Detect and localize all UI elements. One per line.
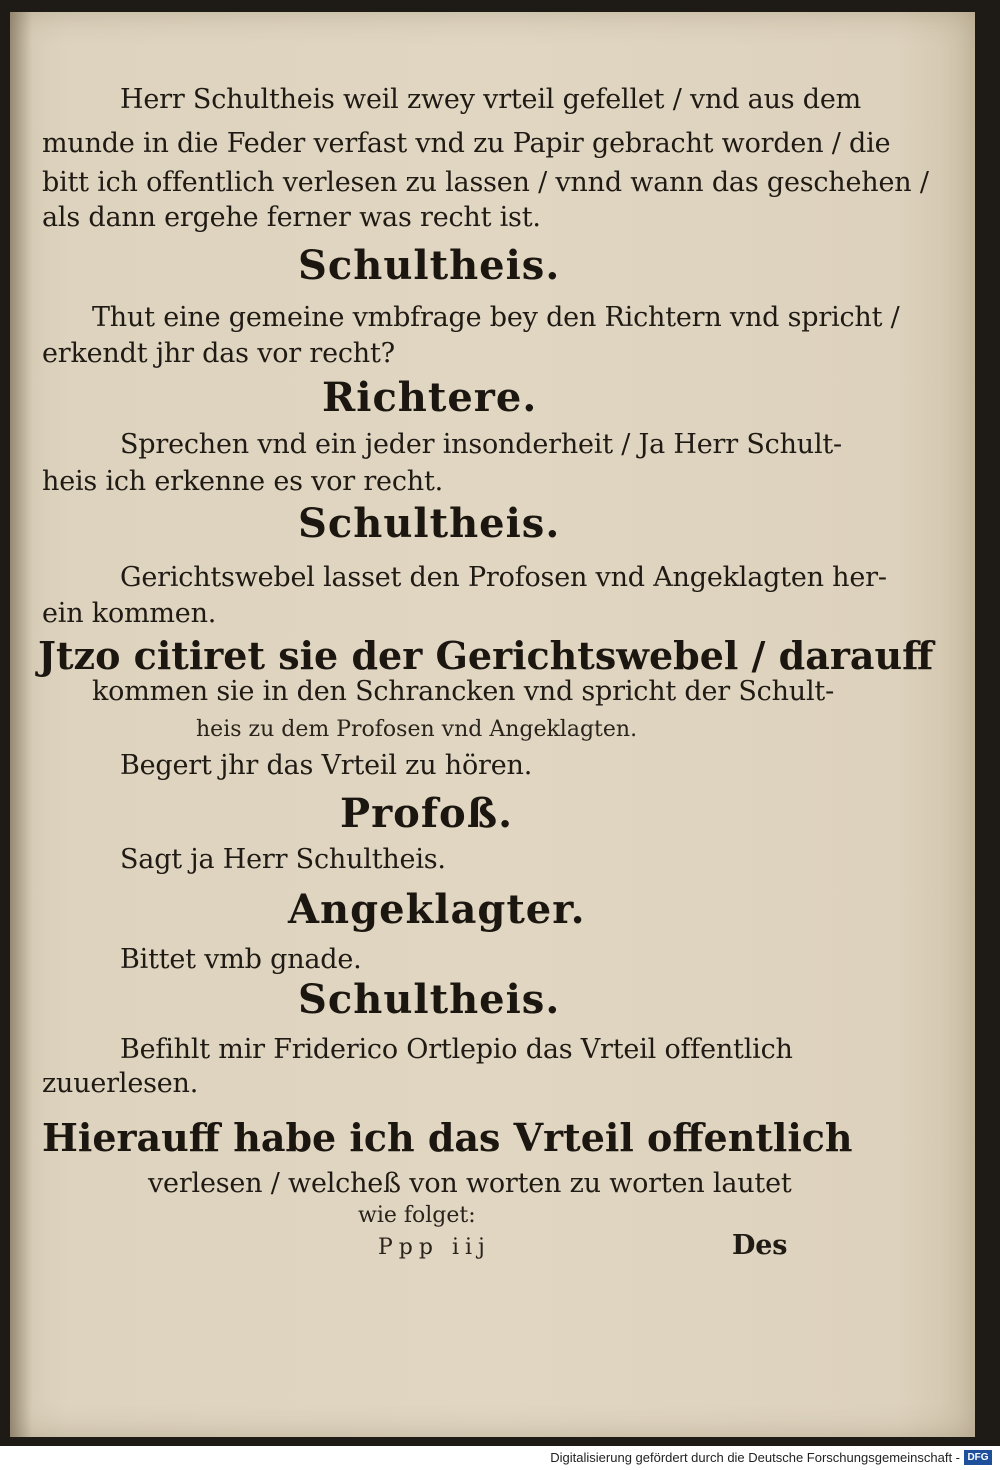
stage-direction-heading: Hierauff habe ich das Vrteil offentlich [42,1115,853,1160]
speaker-heading: Schultheis. [298,500,561,547]
text-line: verlesen / welcheß von worten zu worten lautet [148,1168,792,1199]
funding-credit: Digitalisierung gefördert durch die Deutsche Forschungsgemeinschaft - [550,1450,960,1465]
text-line: ein kommen. [42,598,217,629]
text-line: erkendt jhr das vor recht? [42,338,395,369]
text-line: kommen sie in den Schrancken vnd spricht der Schult- [92,676,834,707]
text-line: zuuerlesen. [42,1068,199,1099]
speaker-heading: Angeklagter. [288,886,586,933]
text-line: Bittet vmb gnade. [120,944,362,975]
speaker-heading: Schultheis. [298,242,561,289]
speaker-heading: Profoß. [340,790,514,837]
text-line: wie folget: [358,1203,476,1228]
footer-bar [0,1446,1000,1470]
stage-direction-heading: Jtzo citiret sie der Gerichtswebel / darauff [38,633,934,678]
text-line: Thut eine gemeine vmbfrage bey den Richtern vnd spricht / [92,302,900,333]
dfg-logo-icon: DFG [964,1450,992,1465]
text-line: Sagt ja Herr Schultheis. [120,844,446,875]
text-line: Gerichtswebel lasset den Profosen vnd Angeklagten her- [120,562,887,593]
signature-mark: Ppp iij [378,1235,491,1260]
text-line: heis zu dem Profosen vnd Angeklagten. [196,717,638,742]
text-line: heis ich erkenne es vor recht. [42,466,443,497]
speaker-heading: Schultheis. [298,976,561,1023]
text-line: Herr Schultheis weil zwey vrteil gefellet / vnd aus dem [120,84,862,115]
page-spine-shadow [10,12,32,1437]
text-line: Begert jhr das Vrteil zu hören. [120,750,533,781]
speaker-heading: Richtere. [322,374,538,421]
text-line: munde in die Feder verfast vnd zu Papir gebracht worden / die [42,128,891,159]
text-line: als dann ergehe ferner was recht ist. [42,202,541,233]
catchword: Des [732,1230,788,1261]
text-line: Befihlt mir Friderico Ortlepio das Vrteil offentlich [120,1034,793,1065]
text-line: bitt ich offentlich verlesen zu lassen / vnnd wann das geschehen / [42,167,929,198]
text-line: Sprechen vnd ein jeder insonderheit / Ja Herr Schult- [120,429,842,460]
